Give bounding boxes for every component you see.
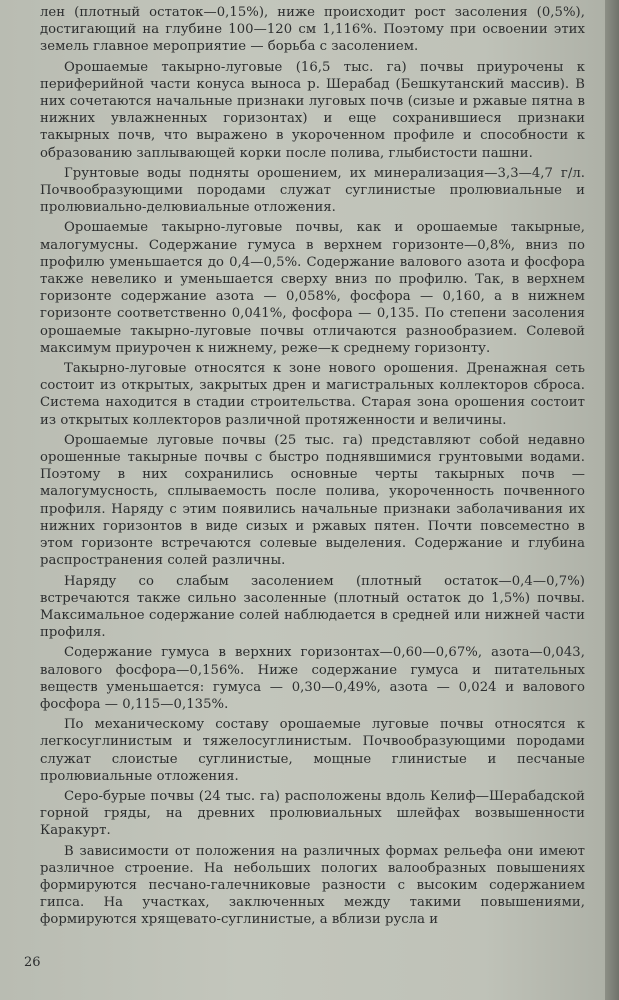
paragraph-3: Грунтовые воды подняты орошением, их минерализация—3,3—4,7 г/л. Почвообразующими породами служат суглинистые пролювиальные и пролювиально-делювиальные отложения.	[40, 165, 585, 216]
page-number: 26	[24, 955, 41, 970]
page-edge-shadow	[605, 0, 619, 1000]
paragraph-1: лен (плотный остаток—0,15%), ниже происходит рост засоления (0,5%), достигающий на глубине 100—120 см 1,116%. Поэтому при освоении этих земель главное мероприятие — борьба с засолением.	[40, 5, 585, 55]
paragraph-10: Серо-бурые почвы (24 тыс. га) расположены вдоль Келиф—Шерабадской горной гряды, на древних пролювиальных шлейфах возвышенности Каракурт.	[40, 788, 585, 839]
paragraph-5: Такырно-луговые относятся к зоне нового орошения. Дренажная сеть состоит из открытых, закрытых дрен и магистральных коллекторов сброса. Система находится в стадии строительства. Старая зона орошения состоит из открытых коллекторов различной протяженности и величины.	[40, 361, 585, 428]
paragraph-2: Орошаемые такырно-луговые (16,5 тыс. га) почвы приурочены к периферийной части конуса выноса р. Шерабад (Бешкутанский массив). В них сочетаются начальные признаки луговых почв (сизые и ржавые пятна в нижних увлажненных горизонтах) и еще сохранившиеся признаки такырных почв, что выражено в укороченном профиле и способности к образованию заплывающей корки после полива, глыбистости пашни.	[40, 59, 585, 161]
paragraph-8: Содержание гумуса в верхних горизонтах—0,60—0,67%, азота—0,043, валового фосфора—0,156%. Ниже содержание гумуса и питательных веществ уменьшается: гумуса — 0,30—0,49%, азота — 0,024 и валового фосфора — 0,115—0,135%.	[40, 645, 585, 712]
paragraph-6: Орошаемые луговые почвы (25 тыс. га) представляют собой недавно орошенные такырные почвы с быстро поднявшимися грунтовыми водами. Поэтому в них сохранились основные черты такырных почв — малогумусность, сплываемость после полива, укороченность почвенного профиля. Наряду с этим появились начальные признаки заболачивания их нижних горизонтов в виде сизых и ржавых пятен. Почти повсеместно в этом горизонте встречаются солевые выделения. Содержание и глубина распространения солей различны.	[40, 432, 585, 569]
paragraph-9: По механическому составу орошаемые луговые почвы относятся к легкосуглинистым и тяжелосуглинистым. Почвообразующими породами служат слоистые суглинистые, мощные глинистые и песчаные пролювиальные отложения.	[40, 717, 585, 784]
paragraph-4: Орошаемые такырно-луговые почвы, как и орошаемые такырные, малогумусны. Содержание гумуса в верхнем горизонте—0,8%, вниз по профилю уменьшается до 0,4—0,5%. Содержание валового азота и фосфора также невелико и уменьшается сверху вниз по профилю. Так, в верхнем горизонте содержание азота — 0,058%, фосфора — 0,160, а в нижнем горизонте соответственно 0,041%, фосфора — 0,135. По степени засоления орошаемые такырно-луговые почвы отличаются разнообразием. Солевой максимум приурочен к нижнему, реже—к среднему горизонту.	[40, 220, 585, 356]
body-text	[40, 4, 585, 932]
paragraph-11: В зависимости от положения на различных формах рельефа они имеют различное строение. На небольших пологих валообразных повышениях формируются песчано-галечниковые разности с высоким содержанием гипса. На участках, заключенных между такими повышениями, формируются хрящевато-суглинистые, а вблизи русла и	[40, 843, 585, 928]
paragraph-7: Наряду со слабым засолением (плотный остаток—0,4—0,7%) встречаются также сильно засоленные (плотный остаток до 1,5%) почвы. Максимальное содержание солей наблюдается в средней или нижней части профиля.	[40, 573, 585, 641]
